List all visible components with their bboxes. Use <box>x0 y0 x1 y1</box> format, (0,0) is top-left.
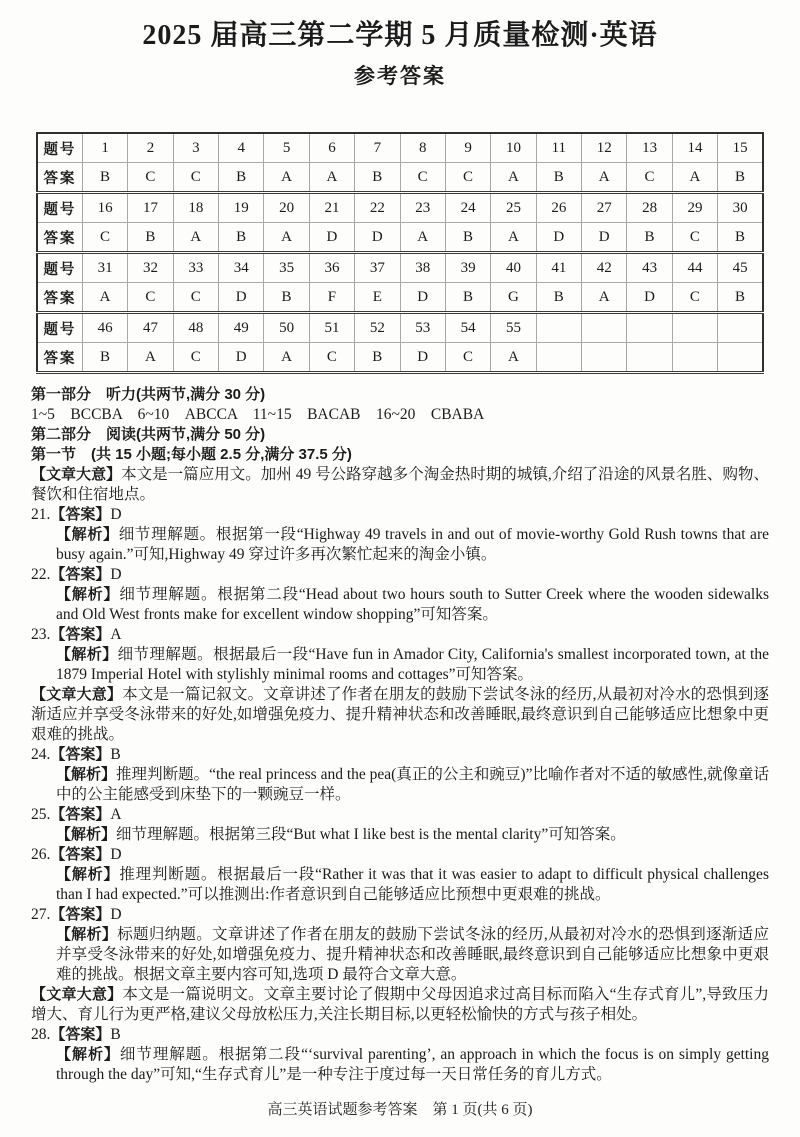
question-answer-line <box>31 625 769 645</box>
answer-cell: D <box>400 283 445 313</box>
question-number-cell <box>536 313 581 343</box>
question-number: 25. <box>31 806 51 823</box>
question-number-cell: 8 <box>400 133 445 163</box>
answer-cell: F <box>309 283 354 313</box>
question-number-cell <box>582 313 627 343</box>
answer-row <box>37 223 763 253</box>
answer-table-body <box>37 133 763 373</box>
question-number: 23. <box>31 626 51 643</box>
answer-cell: B <box>718 223 763 253</box>
answer-tag: 【答案】 <box>50 626 111 643</box>
answer-tag: 【答案】 <box>50 846 111 863</box>
answer-cell: G <box>491 283 536 313</box>
question-number-cell: 36 <box>309 253 354 283</box>
question-number-cell: 38 <box>400 253 445 283</box>
analysis-text: 推理判断题。根据最后一段“Rather it was that it was easier to adapt to difficult physical challenges than I had expected.”可以推测出:作者意识到自己能够适应比预想中更艰难的挑战。 <box>56 866 769 903</box>
answer-row <box>37 343 763 373</box>
answer-analysis <box>31 765 769 805</box>
question-number-cell: 27 <box>582 193 627 223</box>
question-answer-line <box>31 745 769 765</box>
answer-tag: 【答案】 <box>50 806 111 823</box>
answer-cell: D <box>355 223 400 253</box>
answer-analysis <box>31 525 769 565</box>
question-number: 27. <box>31 906 51 923</box>
question-number-cell: 30 <box>718 193 763 223</box>
section-heading-text: 第二部分 阅读(共两节,满分 50 分) <box>31 426 266 443</box>
question-number-cell: 45 <box>718 253 763 283</box>
question-number-cell: 33 <box>173 253 218 283</box>
question-number-cell: 13 <box>627 133 672 163</box>
summary-text: 本文是一篇说明文。文章主要讨论了假期中父母因追求过高目标而陷入“生存式育儿”,导致压力增大、育儿行为更严格,建议父母放松压力,关注长期目标,以更轻松愉快的方式与孩子相处。 <box>31 986 769 1023</box>
analysis-tag: 【解析】 <box>56 1046 120 1063</box>
analysis-tag: 【解析】 <box>56 586 120 603</box>
answer-cell: D <box>582 223 627 253</box>
listening-answers-line: 1~5 BCCBA 6~10 ABCCA 11~15 BACAB 16~20 CBABA <box>31 406 485 423</box>
answer-cell: C <box>128 163 173 193</box>
row-label-answer: 答案 <box>37 283 82 313</box>
analysis-tag: 【解析】 <box>56 766 117 783</box>
answer-value: B <box>110 746 121 763</box>
row-label-answer: 答案 <box>37 223 82 253</box>
question-number-cell: 54 <box>445 313 490 343</box>
answer-tag: 【答案】 <box>50 506 111 523</box>
answer-cell: A <box>582 163 627 193</box>
question-number-cell: 16 <box>82 193 127 223</box>
analysis-text: 细节理解题。根据最后一段“Have fun in Amador City, California's smallest incorporated town, at the 1879 Imperial Hotel with stylishly minimal rooms and cottages”可知答案。 <box>56 646 769 683</box>
question-number-cell: 14 <box>672 133 717 163</box>
answer-cell: A <box>400 223 445 253</box>
answer-cell: C <box>627 163 672 193</box>
question-number-cell: 46 <box>82 313 127 343</box>
question-number-cell: 35 <box>264 253 309 283</box>
row-label-question: 题号 <box>37 193 82 223</box>
answer-cell: D <box>219 283 264 313</box>
question-number: 22. <box>31 566 51 583</box>
question-number-cell: 42 <box>582 253 627 283</box>
question-number-cell: 51 <box>309 313 354 343</box>
answer-cell: A <box>491 223 536 253</box>
passage-summary <box>31 985 769 1025</box>
section-heading-text: 第一节 (共 15 小题;每小题 2.5 分,满分 37.5 分) <box>31 446 352 463</box>
row-label-answer: 答案 <box>37 343 82 373</box>
answer-tag: 【答案】 <box>50 1026 111 1043</box>
answer-cell <box>627 343 672 373</box>
analysis-tag: 【解析】 <box>56 826 117 843</box>
answer-cell: C <box>672 223 717 253</box>
answer-cell: C <box>128 283 173 313</box>
question-number-cell: 2 <box>128 133 173 163</box>
question-number-cell: 11 <box>536 133 581 163</box>
answer-cell: A <box>491 343 536 373</box>
page-title: 2025 届高三第二学期 5 月质量检测·英语 <box>142 20 658 51</box>
question-number-cell: 43 <box>627 253 672 283</box>
question-number-cell: 26 <box>536 193 581 223</box>
question-answer-line <box>31 565 769 585</box>
answer-cell: A <box>309 163 354 193</box>
question-number: 26. <box>31 846 51 863</box>
question-number-cell: 23 <box>400 193 445 223</box>
answer-cell: A <box>82 283 127 313</box>
question-number-cell: 3 <box>173 133 218 163</box>
question-number: 28. <box>31 1026 51 1043</box>
question-number-cell <box>627 313 672 343</box>
answer-cell <box>536 343 581 373</box>
row-label-answer: 答案 <box>37 163 82 193</box>
answer-cell: C <box>672 283 717 313</box>
question-number-cell: 47 <box>128 313 173 343</box>
question-number-row <box>37 193 763 223</box>
question-answer-line <box>31 845 769 865</box>
answer-cell: E <box>355 283 400 313</box>
section-heading-text: 第一部分 听力(共两节,满分 30 分) <box>31 386 266 403</box>
answer-cell: B <box>219 163 264 193</box>
answer-explanations <box>31 385 769 1085</box>
analysis-text: 推理判断题。“the real princess and the pea(真正的公主和豌豆)”比喻作者对不适的敏感性,就像童话中的公主能感受到床垫下的一颗豌豆一样。 <box>56 766 769 803</box>
analysis-text: 细节理解题。根据第二段“Head about two hours south to Sutter Creek where the wooden sidewalks and Old West fronts make for excellent window shopping”可知答案。 <box>56 586 769 623</box>
answer-table <box>36 132 764 374</box>
question-number-cell: 10 <box>491 133 536 163</box>
answer-cell <box>718 343 763 373</box>
answer-value: A <box>110 626 122 643</box>
answer-cell: A <box>264 343 309 373</box>
answer-row <box>37 163 763 193</box>
section-heading <box>31 385 769 405</box>
answer-cell: C <box>445 343 490 373</box>
question-number-cell: 1 <box>82 133 127 163</box>
question-number-cell: 41 <box>536 253 581 283</box>
answer-cell: A <box>582 283 627 313</box>
row-label-question: 题号 <box>37 313 82 343</box>
answer-cell: A <box>672 163 717 193</box>
answer-analysis <box>31 585 769 625</box>
row-label-question: 题号 <box>43 141 77 158</box>
answer-cell <box>672 343 717 373</box>
answer-cell: D <box>400 343 445 373</box>
question-number-cell <box>672 313 717 343</box>
question-number-cell: 55 <box>491 313 536 343</box>
question-number-cell: 20 <box>264 193 309 223</box>
analysis-tag: 【解析】 <box>56 866 120 883</box>
answer-cell: B <box>128 223 173 253</box>
question-number-cell: 31 <box>82 253 127 283</box>
question-number-cell <box>718 313 763 343</box>
question-number-cell: 49 <box>219 313 264 343</box>
question-number-cell: 34 <box>219 253 264 283</box>
answer-analysis <box>31 925 769 985</box>
answer-cell: B <box>355 163 400 193</box>
answer-tag: 【答案】 <box>50 746 111 763</box>
answer-value: B <box>110 1026 121 1043</box>
question-number-cell: 7 <box>355 133 400 163</box>
answer-row <box>37 283 763 313</box>
analysis-text: 标题归纳题。文章讲述了作者在朋友的鼓励下尝试冬泳的经历,从最初对冷水的恐惧到逐渐适应并享受冬泳带来的好处,如增强免疫力、提升精神状态和改善睡眠,最终意识到自己能够适应比想象中更艰难的挑战。根据文章主要内容可知,选项 D 最符合文章大意。 <box>56 926 769 983</box>
answer-cell: B <box>219 223 264 253</box>
passage-summary <box>31 685 769 745</box>
answer-cell: A <box>173 223 218 253</box>
answer-cell: A <box>491 163 536 193</box>
page-subtitle: 参考答案 <box>354 64 446 88</box>
answer-cell: C <box>173 343 218 373</box>
section-heading <box>31 425 769 445</box>
question-number-cell: 32 <box>128 253 173 283</box>
answer-analysis <box>31 1045 769 1085</box>
question-number-cell: 19 <box>219 193 264 223</box>
answer-cell: D <box>627 283 672 313</box>
page-footer: 高三英语试题参考答案 第 1 页(共 6 页) <box>267 1102 533 1118</box>
answer-cell: D <box>219 343 264 373</box>
question-answer-line <box>31 905 769 925</box>
analysis-text: 细节理解题。根据第二段“‘survival parenting’, an approach in which the focus is on simply getting through the day”可知,“生存式育儿”是一种专注于度过每一天日常任务的育儿方式。 <box>56 1046 769 1083</box>
answer-cell: B <box>355 343 400 373</box>
analysis-text: 细节理解题。根据第一段“Highway 49 travels in and out of movie-worthy Gold Rush towns that are busy again.”可知,Highway 49 穿过许多再次繁忙起来的淘金小镇。 <box>56 526 769 563</box>
summary-text: 本文是一篇记叙文。文章讲述了作者在朋友的鼓励下尝试冬泳的经历,从最初对冷水的恐惧到逐渐适应并享受冬泳带来的好处,如增强免疫力、提升精神状态和改善睡眠,最终意识到自己能够适应比想象中更艰难的挑战。 <box>31 686 769 743</box>
answer-cell: C <box>82 223 127 253</box>
answer-cell: A <box>264 163 309 193</box>
question-number-cell: 5 <box>264 133 309 163</box>
section-heading <box>31 445 769 465</box>
answer-cell: B <box>627 223 672 253</box>
answer-cell: B <box>536 163 581 193</box>
answer-tag: 【答案】 <box>50 566 111 583</box>
question-number-row <box>37 133 763 163</box>
analysis-tag: 【解析】 <box>56 926 118 943</box>
answer-cell: B <box>445 283 490 313</box>
answer-cell: B <box>82 163 127 193</box>
question-number-cell: 29 <box>672 193 717 223</box>
answer-value: D <box>110 566 122 583</box>
question-number-cell: 21 <box>309 193 354 223</box>
question-number-cell: 15 <box>718 133 763 163</box>
question-number-cell: 40 <box>491 253 536 283</box>
question-number-row <box>37 313 763 343</box>
analysis-tag: 【解析】 <box>56 646 118 663</box>
answer-cell: D <box>309 223 354 253</box>
answer-cell: B <box>82 343 127 373</box>
question-number-cell: 22 <box>355 193 400 223</box>
answer-cell: B <box>445 223 490 253</box>
question-number-cell: 39 <box>445 253 490 283</box>
analysis-text: 细节理解题。根据第三段“But what I like best is the mental clarity”可知答案。 <box>116 826 626 843</box>
analysis-tag: 【解析】 <box>56 526 119 543</box>
answer-cell: B <box>264 283 309 313</box>
answer-cell: A <box>128 343 173 373</box>
summary-tag: 【文章大意】 <box>31 986 123 1003</box>
question-number-cell: 24 <box>445 193 490 223</box>
answer-cell: C <box>400 163 445 193</box>
question-number-cell: 37 <box>355 253 400 283</box>
answer-cell: B <box>718 283 763 313</box>
passage-summary <box>31 465 769 505</box>
answer-value: A <box>110 806 122 823</box>
question-number-cell: 12 <box>582 133 627 163</box>
question-number-cell: 9 <box>445 133 490 163</box>
answer-cell: A <box>264 223 309 253</box>
answer-cell: B <box>536 283 581 313</box>
answer-tag: 【答案】 <box>50 906 111 923</box>
answer-value: D <box>110 906 122 923</box>
question-number-cell: 28 <box>627 193 672 223</box>
question-number-cell: 25 <box>491 193 536 223</box>
question-number-cell: 17 <box>128 193 173 223</box>
answer-cell <box>582 343 627 373</box>
answer-analysis <box>31 825 769 845</box>
question-number-cell: 52 <box>355 313 400 343</box>
question-number-cell: 50 <box>264 313 309 343</box>
question-answer-line <box>31 505 769 525</box>
question-number-cell: 53 <box>400 313 445 343</box>
summary-tag: 【文章大意】 <box>31 686 123 703</box>
question-number-cell: 6 <box>309 133 354 163</box>
answer-cell: D <box>536 223 581 253</box>
question-answer-line <box>31 805 769 825</box>
question-number-cell: 4 <box>219 133 264 163</box>
question-answer-line <box>31 1025 769 1045</box>
answer-cell: C <box>309 343 354 373</box>
question-number: 21. <box>31 506 51 523</box>
answer-analysis <box>31 645 769 685</box>
answer-value: D <box>110 506 122 523</box>
row-label-question: 题号 <box>37 253 82 283</box>
answer-cell: C <box>173 163 218 193</box>
question-number-cell: 18 <box>173 193 218 223</box>
question-number-cell: 48 <box>173 313 218 343</box>
answer-cell: C <box>173 283 218 313</box>
question-number-cell: 44 <box>672 253 717 283</box>
question-number-row <box>37 253 763 283</box>
question-number: 24. <box>31 746 51 763</box>
summary-tag: 【文章大意】 <box>31 466 122 483</box>
summary-text: 本文是一篇应用文。加州 49 号公路穿越多个淘金热时期的城镇,介绍了沿途的风景名胜、购物、餐饮和住宿地点。 <box>31 466 769 503</box>
answer-analysis <box>31 865 769 905</box>
answer-value: D <box>110 846 122 863</box>
answer-cell: C <box>445 163 490 193</box>
answer-cell: B <box>718 163 763 193</box>
